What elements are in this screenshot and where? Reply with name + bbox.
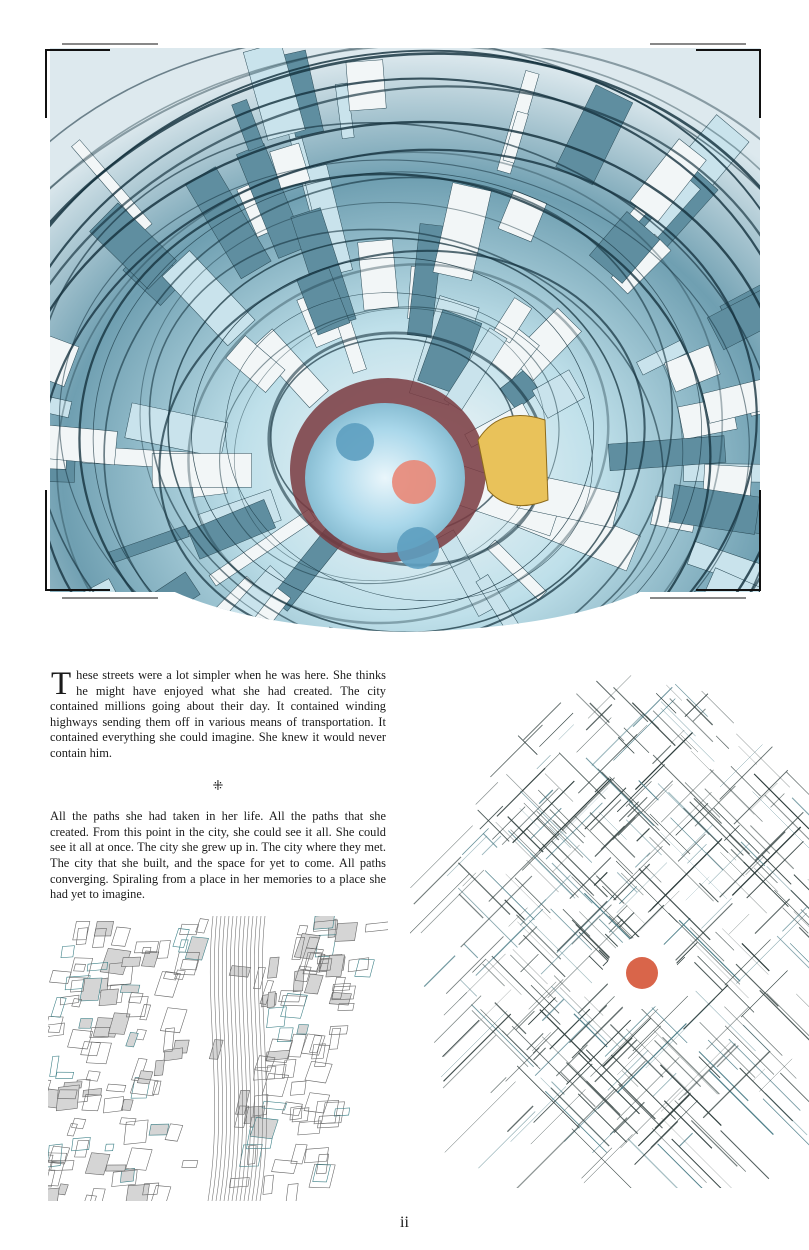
drop-cap: T [51, 666, 72, 702]
paragraph-2: All the paths she had taken in her life. All the paths that she created. From this point in the city, she could see it all. She could see it all at once. The city she grew up in. The city where they met. The city that she built, and the space for yet to come. All paths converging. Spiraling from a place in her memories to a place she had yet to imagine. [50, 809, 386, 902]
coral-sun [392, 460, 436, 504]
network-center-dot [626, 957, 658, 989]
body-text-column [50, 668, 386, 903]
paragraph-1-text: hese streets were a lot simpler when he was here. She thinks he might have enjoyed what she had created. The city contained millions going about their day. It contained winding highways sending them off in various means of transportation. It contained everything she could imagine. She knew it would never contain him. [50, 668, 386, 760]
blue-sphere-2 [397, 527, 439, 569]
path-network-image [410, 628, 809, 1188]
aerial-city-map-image [48, 916, 388, 1201]
paragraph-1 [50, 668, 386, 762]
page-number: ii [400, 1214, 409, 1231]
blue-sphere-1 [336, 423, 374, 461]
ornament-icon: ⁜ [212, 778, 224, 794]
